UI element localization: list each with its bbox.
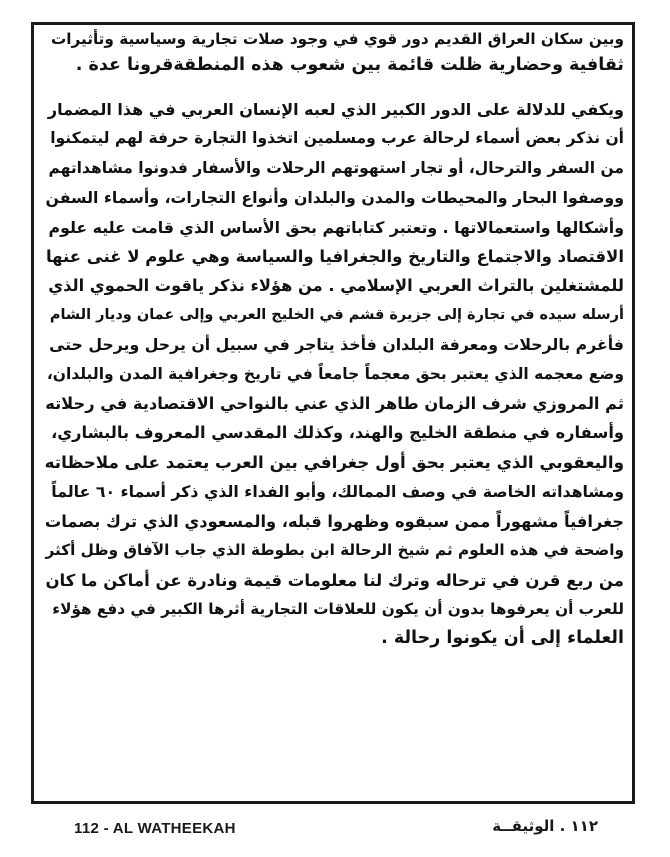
text-line: فأغرم بالرحلات ومعرفة البلدان فأخذ يتاجر في سبيل أن يرحل ويرحل حتى — [49, 335, 624, 355]
text-line: وبين سكان العراق القديم دور قوي في وجود صلات تجارية وسياسية وتأثيرات — [50, 30, 624, 48]
text-line: ثم المروزي شرف الزمان طاهر الذي عني بالنواحي الاقتصادية في رحلاته — [45, 394, 624, 414]
text-line: واضحة في هذه العلوم ثم شيخ الرحالة ابن بطوطة الذي جاب الآفاق وظل أكثر — [45, 541, 624, 560]
text-line: واليعقوبي الذي يعتبر بحق أول جغرافي بين العرب يعتمد على ملاحظاته — [44, 451, 624, 472]
article-body — [44, 26, 624, 654]
text-line: أرسله سيده في تجارة إلى جزيرة قشم في الخليج العربي وإلى عمان وديار الشام — [49, 306, 624, 323]
text-line: أن نذكر بعض أسماء لرحالة عرب ومسلمين اتخذوا التجارة حرفة لهم ليتمكنوا — [50, 129, 624, 148]
paragraph-2 — [44, 95, 624, 654]
text-line: وضع معجمه الذي يعتبر بحق معجماً جامعاً في تاريخ وجغرافية المدن والبلدان، — [46, 364, 624, 383]
text-line: للعرب أن يعرفوها بدون أن يكون للعلاقات التجارية أثرها الكبير في دفع هؤلاء — [52, 599, 624, 618]
text-line: للمشتغلين بالتراث العربي الإسلامي . من هؤلاء نذكر ياقوت الحموي الذي — [48, 276, 624, 296]
text-line: جغرافياً مشهوراً ممن سبقوه وظهروا قبله، والمسعودي الذي ترك بصمات — [44, 511, 624, 531]
text-line: الاقتصاد والاجتماع والتاريخ والجغرافيا والسياسة وهي علوم لا غنى عنها — [45, 247, 624, 267]
paragraph-1 — [44, 26, 624, 78]
text-line: من ربع قرن في ترحاله وترك لنا معلومات قيمة ونادرة عن أماكن ما كان — [45, 570, 624, 590]
text-line: من السفر والترحال، أو تجار استهوتهم الرحلات والأسفار فدونوا مشاهداتهم — [48, 158, 624, 177]
footer-page-number-english: 112 - AL WATHEEKAH — [74, 820, 236, 837]
text-line: ومشاهداته الخاصة في وصف الممالك، وأبو الفداء الذي ذكر أسماء ٦٠ عالماً — [51, 482, 624, 502]
text-line: وأسفاره في منطقة الخليج والهند، وكذلك المقدسي المعروف بالبشاري، — [51, 423, 624, 443]
text-line: ووصفوا البحار والمحيطات والمدن والبلدان وأنواع التجارات، وأسماء السفن — [45, 188, 624, 208]
text-line: ثقافية وحضارية ظلت قائمة بين شعوب هذه المنطقةقرونا عدة . — [75, 55, 624, 75]
text-line: العلماء إلى أن يكونوا رحالة . — [381, 628, 624, 649]
footer-page-number-arabic: ١١٢ . الوثيقــة — [492, 817, 598, 835]
text-line: وأشكالها واستعمالاتها . وتعتبر كتاباتهم بحق الأساس الذي قامت عليه علوم — [48, 217, 624, 237]
text-line: ويكفي للدلالة على الدور الكبير الذي لعبه الإنسان العربي في هذا المضمار — [47, 100, 624, 119]
